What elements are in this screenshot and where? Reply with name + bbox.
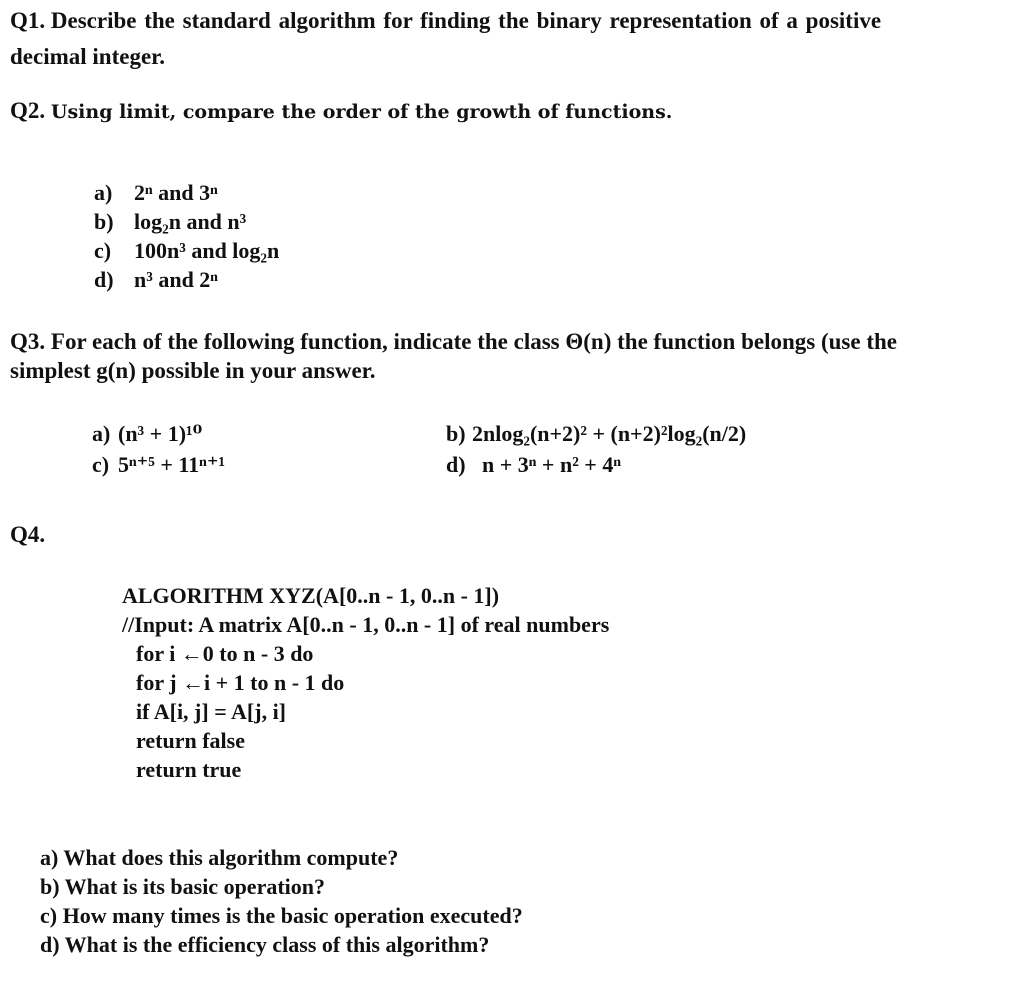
- q2-item-a: [94, 180, 218, 206]
- algorithm-return-true: return true: [136, 757, 242, 782]
- algorithm-input-comment: //Input: A matrix A[0..n - 1, 0..n - 1] of real numbers: [122, 612, 610, 637]
- q2-item-label: a): [94, 180, 113, 205]
- q1-number: Q1.: [10, 8, 46, 33]
- q3-text-line2: simplest g(n) possible in your answer.: [10, 358, 376, 383]
- q2-item-text: 100n³ and log₂n: [134, 238, 280, 263]
- q2-item-text: n³ and 2ⁿ: [134, 267, 218, 292]
- q2-item-label: b): [94, 209, 114, 234]
- q4-question-d: d) What is the efficiency class of this algorithm?: [40, 932, 490, 957]
- algorithm-outer-loop: for i ←0 to n - 3 do: [136, 641, 314, 666]
- q3-item-b: [446, 421, 746, 447]
- q2-item-b: [94, 209, 246, 235]
- q4-question-c: c) How many times is the basic operation executed?: [40, 903, 523, 928]
- q2-item-text: log₂n and n³: [134, 209, 247, 234]
- q4-number: Q4.: [10, 522, 46, 547]
- q3-item-label: a): [92, 421, 111, 446]
- q3-item-label: c): [92, 452, 110, 477]
- algorithm-header: ALGORITHM XYZ(A[0..n - 1, 0..n - 1]): [122, 583, 500, 608]
- q3-item-text: 5ⁿ⁺⁵ + 11ⁿ⁺¹: [118, 452, 226, 477]
- q2-text: Using limit, compare the order of the growth of functions.: [50, 101, 673, 123]
- q2-item-c: [94, 238, 279, 264]
- q3-item-label: d): [446, 452, 466, 477]
- q3-item-label: b): [446, 421, 466, 446]
- q2-number: Q2.: [10, 98, 46, 123]
- q2-item-d: [94, 267, 218, 293]
- algorithm-inner-loop: for j ←i + 1 to n - 1 do: [136, 670, 345, 695]
- q1-text-line1: Describe the standard algorithm for finding the binary representation of a positive: [50, 8, 882, 33]
- q3-item-d: [446, 452, 621, 478]
- algorithm-if-statement: if A[i, j] = A[j, i]: [136, 699, 287, 724]
- q3-item-text: (n³ + 1)¹⁰: [118, 421, 203, 446]
- q3-item-a: [92, 421, 202, 447]
- algorithm-return-false: return false: [136, 728, 245, 753]
- q1-line1: [10, 4, 881, 38]
- q2-item-label: c): [94, 238, 112, 263]
- q4-question-b: b) What is its basic operation?: [40, 874, 326, 899]
- q2-prompt: [10, 94, 672, 129]
- q3-text-line1: For each of the following function, indicate the class Θ(n) the function belongs (use the: [50, 329, 897, 354]
- q1-text-line2: decimal integer.: [10, 44, 166, 69]
- q4-question-a: a) What does this algorithm compute?: [40, 845, 399, 870]
- q3-number: Q3.: [10, 329, 46, 354]
- q3-item-text: n + 3ⁿ + n² + 4ⁿ: [482, 452, 621, 477]
- q3-item-text: 2nlog₂(n+2)² + (n+2)²log₂(n/2): [472, 421, 747, 446]
- q2-item-text: 2ⁿ and 3ⁿ: [134, 180, 218, 205]
- q2-item-label: d): [94, 267, 114, 292]
- q3-item-c: [92, 452, 225, 478]
